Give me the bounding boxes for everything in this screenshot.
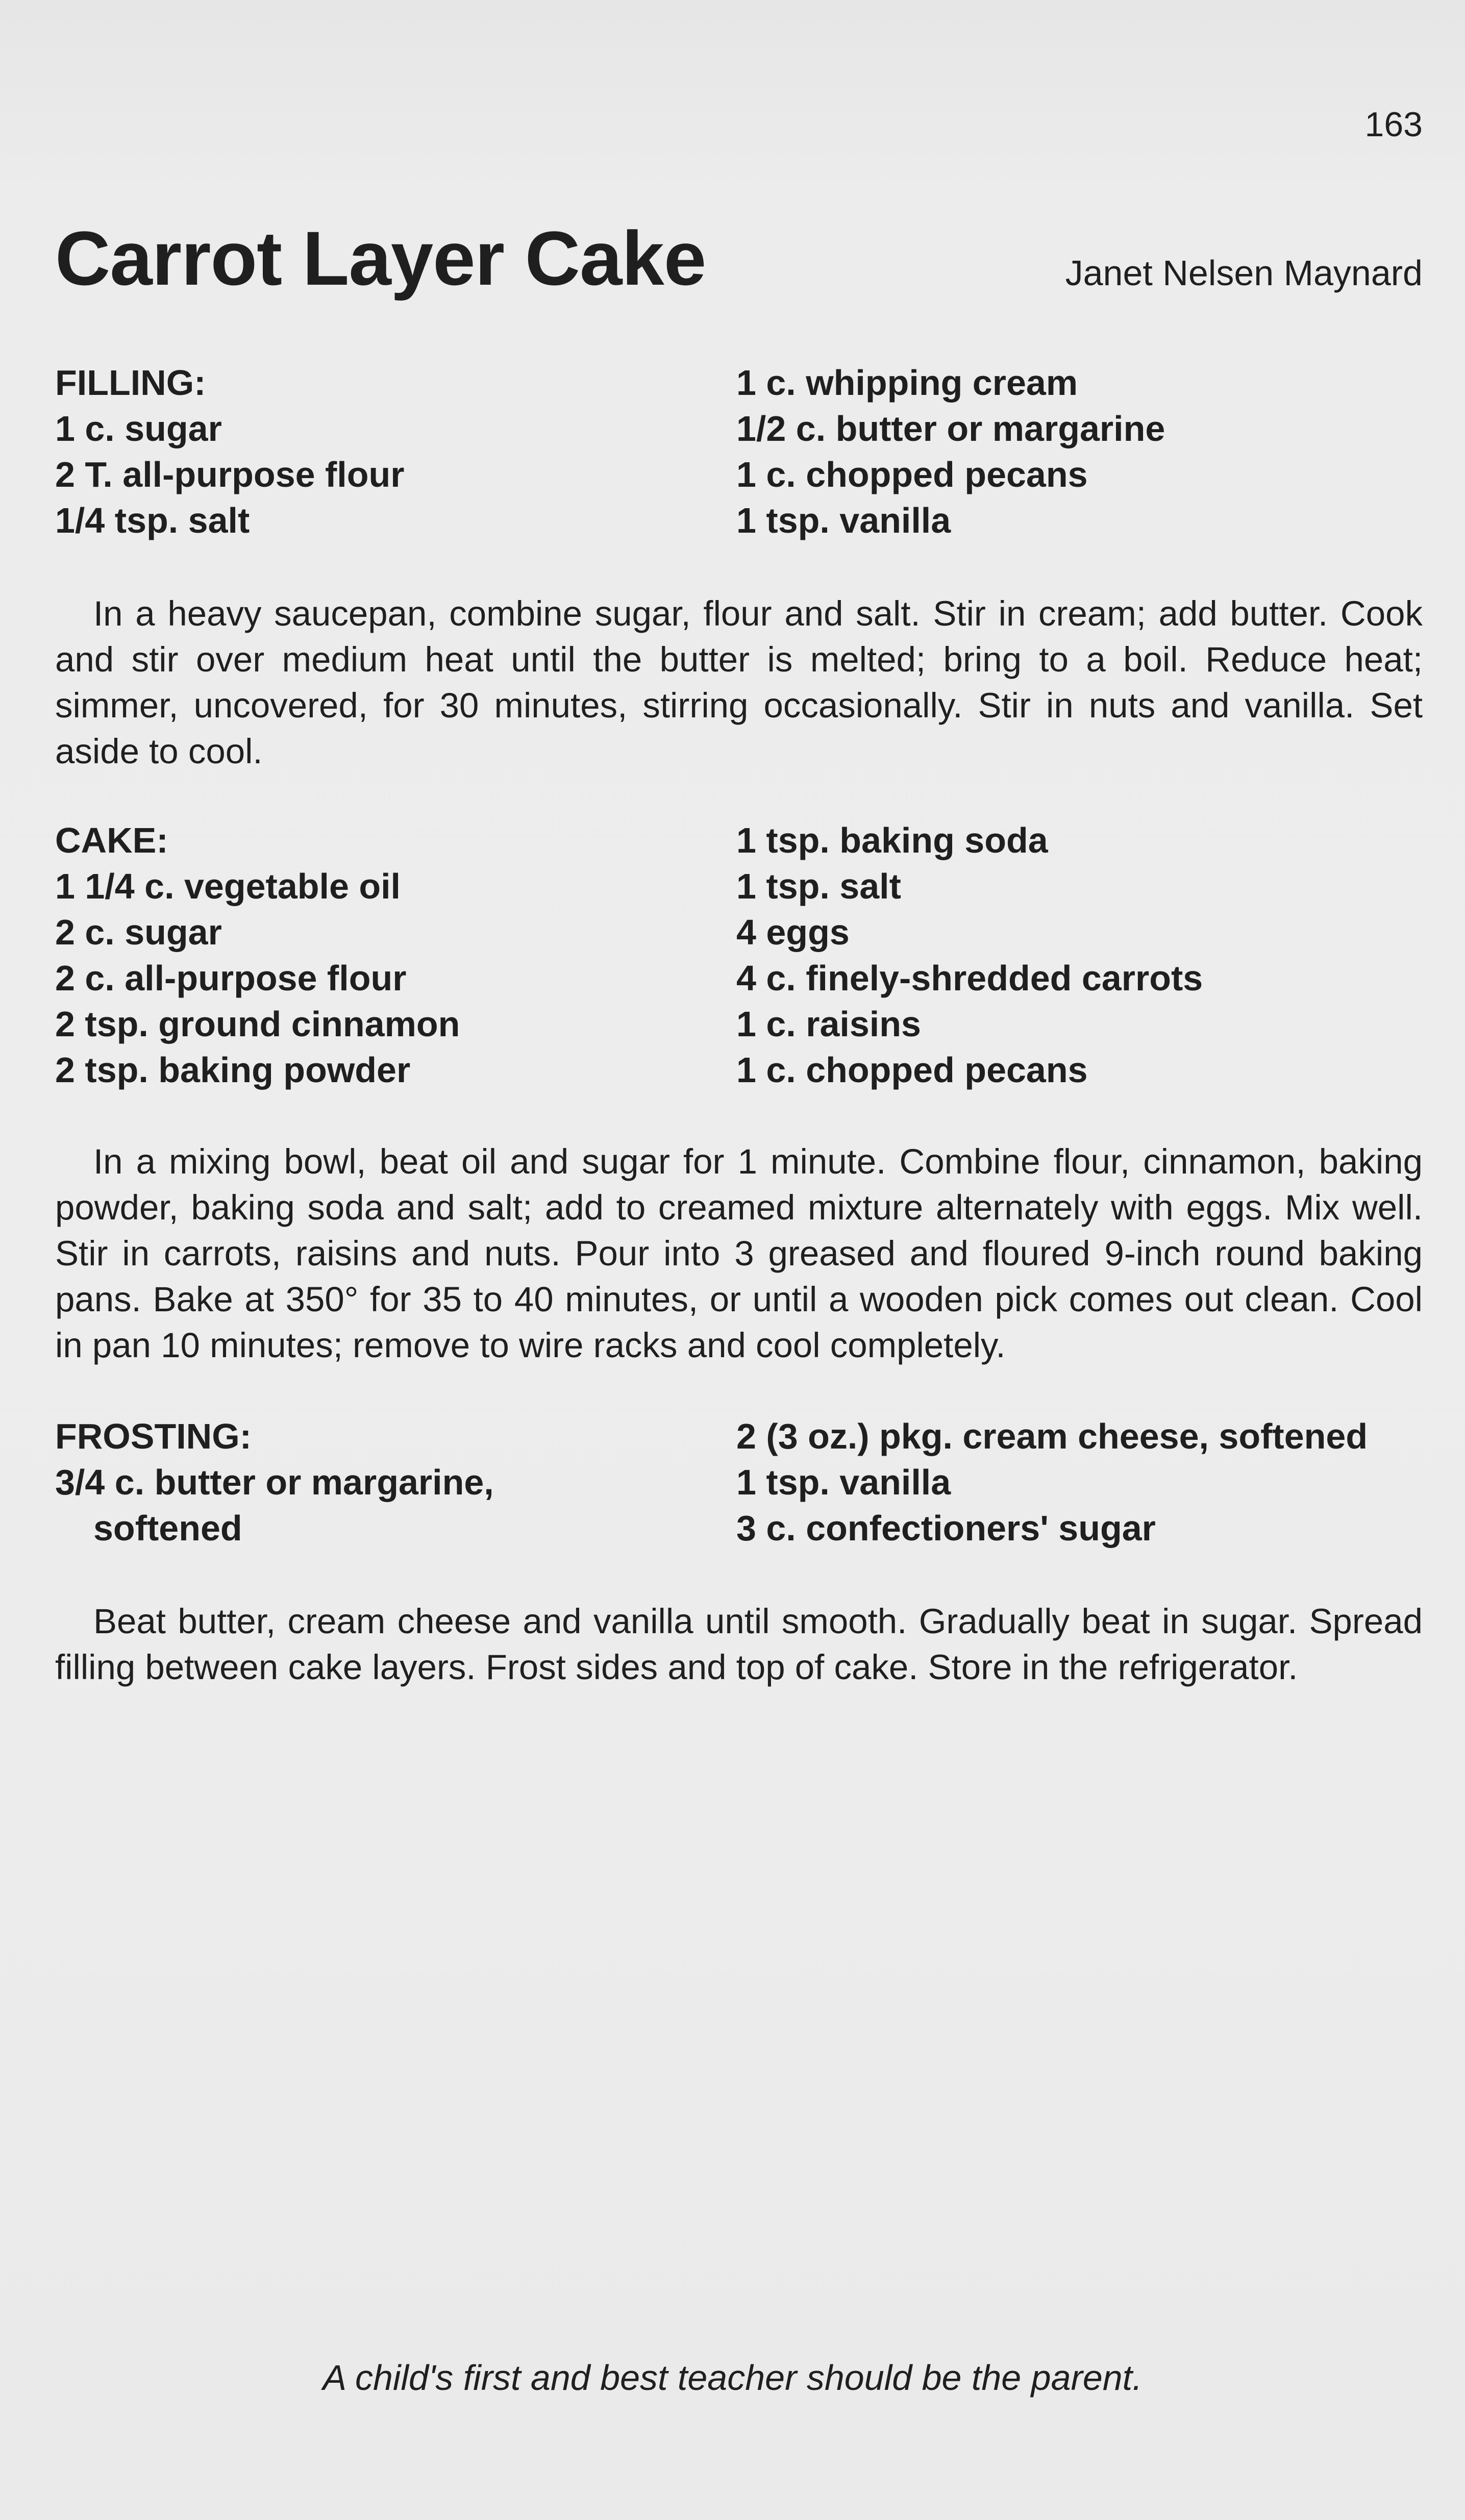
cake-ingredients-left (55, 817, 460, 1093)
ingredient: 1 tsp. salt (736, 866, 901, 906)
ingredient: 1 c. chopped pecans (736, 455, 1088, 494)
filling-ingredients-left (55, 360, 405, 543)
ingredient: 2 T. all-purpose flour (55, 455, 405, 494)
cake-directions: In a mixing bowl, beat oil and sugar for 1 minute. Combine flour, cinnamon, baking powder, baking soda and salt; add to creamed mixture alternately with eggs. Mix well. Stir in carrots, raisins and nuts. Pour into 3 greased and floured 9-inch round baking pans. Bake at 350° for 35 to 40 minutes, or until a wooden pick comes out clean. Cool in pan 10 minutes; remove to wire racks and cool completely. (55, 1142, 1423, 1365)
filling-directions: In a heavy saucepan, combine sugar, flour and salt. Stir in cream; add butter. Cook and stir over medium heat until the butter is melted; bring to a boil. Reduce heat; simmer, uncovered, for 30 minutes, stirring occasionally. Stir in nuts and vanilla. Set aside to cool. (55, 594, 1423, 771)
ingredient: 1/4 tsp. salt (55, 501, 250, 540)
section-heading-cake: CAKE: (55, 820, 168, 860)
ingredient: 4 eggs (736, 912, 850, 952)
ingredient: 1 tsp. baking soda (736, 820, 1048, 860)
footer-quote: A child's first and best teacher should be the parent. (322, 2358, 1143, 2398)
ingredient: 2 (3 oz.) pkg. cream cheese, softened (736, 1416, 1368, 1456)
frosting-ingredients-left (55, 1413, 494, 1551)
cake-ingredients-right (736, 817, 1203, 1093)
ingredient-continuation: softened (93, 1508, 242, 1548)
ingredient: 3 c. confectioners' sugar (736, 1508, 1156, 1548)
ingredient: 1 tsp. vanilla (736, 1462, 951, 1502)
section-heading-filling: FILLING: (55, 363, 206, 403)
ingredient: 1 c. raisins (736, 1004, 921, 1044)
frosting-ingredients-right (736, 1413, 1368, 1551)
ingredient: 1 c. sugar (55, 409, 222, 448)
ingredient: 4 c. finely-shredded carrots (736, 958, 1203, 998)
ingredient: 1 c. whipping cream (736, 363, 1078, 403)
recipe-title: Carrot Layer Cake (55, 215, 706, 301)
page-number: 163 (1364, 105, 1423, 144)
filling-ingredients-right (736, 360, 1165, 543)
frosting-directions: Beat butter, cream cheese and vanilla until smooth. Gradually beat in sugar. Spread filling between cake layers. Frost sides and top of cake. Store in the refrigerator. (55, 1602, 1423, 1687)
recipe-author: Janet Nelsen Maynard (1065, 253, 1423, 293)
ingredient: 2 tsp. baking powder (55, 1050, 411, 1090)
ingredient: 3/4 c. butter or margarine, (55, 1462, 494, 1502)
ingredient: 2 c. sugar (55, 912, 222, 952)
ingredient: 1/2 c. butter or margarine (736, 409, 1165, 448)
ingredient: 1 1/4 c. vegetable oil (55, 866, 401, 906)
ingredient: 2 tsp. ground cinnamon (55, 1004, 460, 1044)
ingredient: 1 tsp. vanilla (736, 501, 951, 540)
section-heading-frosting: FROSTING: (55, 1416, 252, 1456)
ingredient: 1 c. chopped pecans (736, 1050, 1088, 1090)
ingredient: 2 c. all-purpose flour (55, 958, 407, 998)
